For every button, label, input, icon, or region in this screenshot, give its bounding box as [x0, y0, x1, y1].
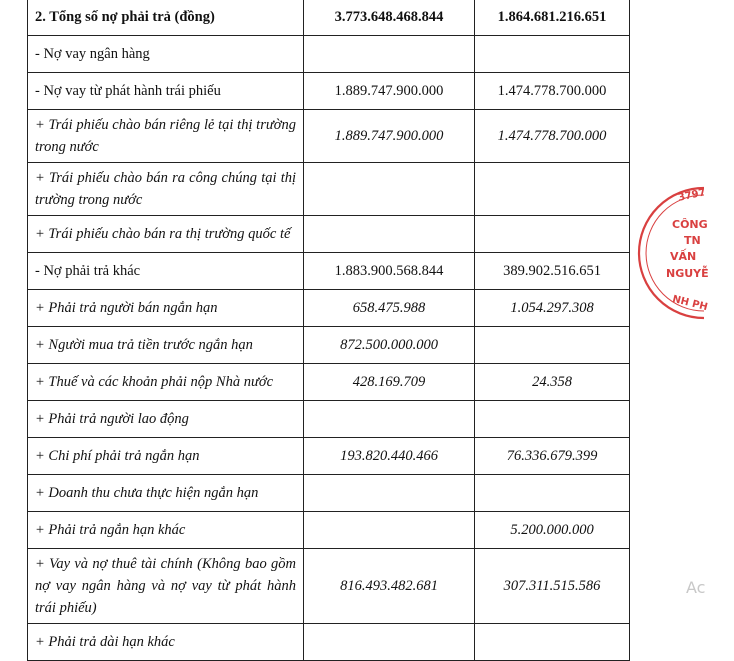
value-current: 1.883.900.568.844 — [304, 253, 475, 290]
company-seal-stamp — [664, 178, 734, 328]
table-row — [28, 253, 630, 290]
row-label: + Trái phiếu chào bán riêng lẻ tại thị trường trong nước — [28, 110, 304, 163]
seal-text: NGUYỄ — [666, 267, 709, 280]
row-label: + Người mua trả tiền trước ngắn hạn — [28, 327, 304, 364]
row-label: + Phải trả ngắn hạn khác — [28, 512, 304, 549]
seal-text: CÔNG — [672, 218, 708, 231]
value-previous — [475, 624, 630, 661]
table-row — [28, 327, 630, 364]
table-row — [28, 624, 630, 661]
value-current — [304, 163, 475, 216]
seal-text: NH PH — [671, 293, 709, 314]
table-row — [28, 475, 630, 512]
value-previous: 1.864.681.216.651 — [475, 0, 630, 36]
value-previous — [475, 327, 630, 364]
value-previous: 76.336.679.399 — [475, 438, 630, 475]
row-label: - Nợ vay ngân hàng — [28, 36, 304, 73]
row-label: + Doanh thu chưa thực hiện ngắn hạn — [28, 475, 304, 512]
table-row — [28, 549, 630, 624]
table-row — [28, 512, 630, 549]
row-label: 2. Tổng số nợ phải trả (đồng) — [28, 0, 304, 36]
seal-text: VẤN — [670, 250, 697, 263]
table-row — [28, 36, 630, 73]
value-current: 193.820.440.466 — [304, 438, 475, 475]
table-row — [28, 290, 630, 327]
table-row — [28, 0, 630, 36]
row-label: + Chi phí phải trả ngắn hạn — [28, 438, 304, 475]
value-previous: 24.358 — [475, 364, 630, 401]
row-label: + Vay và nợ thuê tài chính (Không bao gồm nợ vay ngân hàng và nợ vay từ phát hành trái phiếu) — [28, 549, 304, 624]
value-current: 658.475.988 — [304, 290, 475, 327]
row-label: - Nợ phải trả khác — [28, 253, 304, 290]
row-label: + Trái phiếu chào bán ra công chúng tại thị trường trong nước — [28, 163, 304, 216]
value-previous — [475, 401, 630, 438]
table-row — [28, 401, 630, 438]
row-label: + Phải trả dài hạn khác — [28, 624, 304, 661]
row-label: + Phải trả người lao động — [28, 401, 304, 438]
value-current: 1.889.747.900.000 — [304, 110, 475, 163]
value-current — [304, 475, 475, 512]
table-row — [28, 216, 630, 253]
value-previous: 1.474.778.700.000 — [475, 73, 630, 110]
value-current: 816.493.482.681 — [304, 549, 475, 624]
table-row — [28, 364, 630, 401]
table-row — [28, 73, 630, 110]
table-row — [28, 110, 630, 163]
activation-watermark: Ac — [686, 578, 706, 597]
value-previous: 1.054.297.308 — [475, 290, 630, 327]
row-label: - Nợ vay từ phát hành trái phiếu — [28, 73, 304, 110]
table-row — [28, 438, 630, 475]
value-current — [304, 401, 475, 438]
liabilities-table — [27, 0, 630, 661]
value-previous — [475, 216, 630, 253]
value-previous: 1.474.778.700.000 — [475, 110, 630, 163]
row-label: + Thuế và các khoản phải nộp Nhà nước — [28, 364, 304, 401]
value-previous: 389.902.516.651 — [475, 253, 630, 290]
value-previous — [475, 163, 630, 216]
value-previous — [475, 475, 630, 512]
row-label: + Trái phiếu chào bán ra thị trường quốc tế — [28, 216, 304, 253]
table-row — [28, 163, 630, 216]
value-current: 3.773.648.468.844 — [304, 0, 475, 36]
seal-text: TN — [684, 234, 701, 247]
value-current: 872.500.000.000 — [304, 327, 475, 364]
seal-text: 3797 — [677, 187, 707, 204]
value-previous: 5.200.000.000 — [475, 512, 630, 549]
row-label: + Phải trả người bán ngắn hạn — [28, 290, 304, 327]
value-current — [304, 624, 475, 661]
value-previous — [475, 36, 630, 73]
value-current — [304, 36, 475, 73]
value-previous: 307.311.515.586 — [475, 549, 630, 624]
value-current: 1.889.747.900.000 — [304, 73, 475, 110]
value-current: 428.169.709 — [304, 364, 475, 401]
value-current — [304, 216, 475, 253]
value-current — [304, 512, 475, 549]
